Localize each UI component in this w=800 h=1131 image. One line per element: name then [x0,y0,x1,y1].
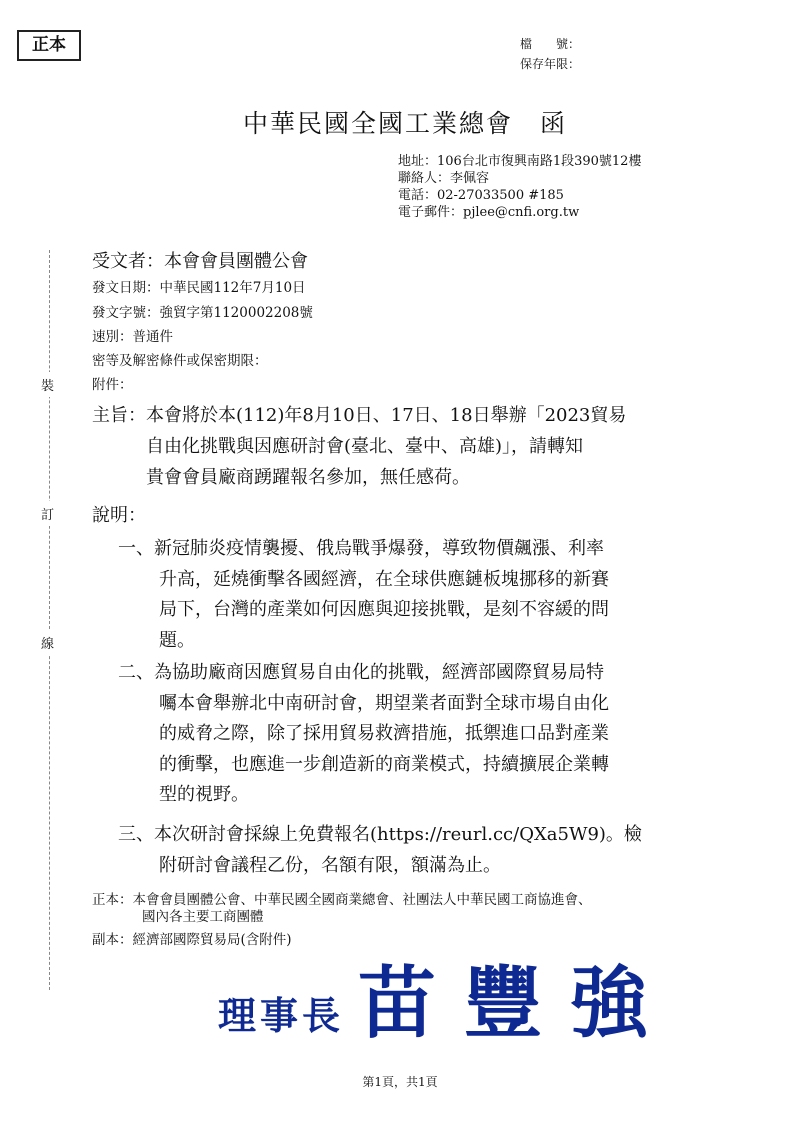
item-line: 題。 [159,629,195,651]
subject-line: 主旨：本會將於本(112)年8月10日、17日、18日舉辦「2023貿易 [92,405,627,426]
signature-name: 苗豐強 [358,959,677,1049]
file-number-label: 檔 號： [520,37,581,51]
signature-title: 理事長 [218,994,345,1038]
explanation-item-3 [118,820,642,881]
item-line: 附研討會議程乙份，名額有限，額滿為止。 [159,854,501,876]
original-recipients-line: 國內各主要工商團體 [142,909,264,925]
copy-recipients: 副本：經濟部國際貿易局(含附件) [92,932,292,948]
item-line: 升高，延燒衝擊各國經濟，在全球供應鏈板塊挪移的新賽 [159,568,609,590]
page-footer: 第1頁，共1頁 [362,1075,438,1089]
item-line: 型的視野。 [159,784,249,805]
item-line: 的衝擊，也應進一步創造新的商業模式，持續擴展企業轉 [159,753,609,775]
item-line: 一、新冠肺炎疫情襲擾、俄烏戰爭爆發，導致物價飆漲、利率 [118,538,604,559]
original-recipients-line: 正本：本會會員團體公會、中華民國全國商業總會、社團法人中華民國工商協進會、 [92,892,592,908]
binding-mark-xian: 線 [41,630,54,655]
contact-email: 電子郵件：pjlee@cnfi.org.tw [398,205,580,220]
binding-mark-zhuang: 裝 [41,372,54,397]
chairman-signature [218,950,676,1050]
subject-line: 貴會會員廠商踴躍報名參加，無任感荷。 [146,467,470,488]
explanation-item-2 [118,658,609,811]
original-recipients [92,892,592,926]
attachment-label: 附件： [92,377,133,393]
document-title: 中華民國全國工業總會 函 [243,109,568,138]
recipient-line: 受文者：本會會員團體公會 [92,251,308,272]
document-number: 發文字號：強貿字第1120002208號 [92,305,313,321]
item-line: 二、為協助廠商因應貿易自由化的挑戰，經濟部國際貿易局特 [118,662,604,683]
contact-address: 地址：106台北市復興南路1段390號12樓 [398,154,642,169]
item-line: 三、本次研討會採線上免費報名(https://reurl.cc/QXa5W9)。檢 [118,824,642,845]
binding-line [49,250,50,990]
retention-period-label: 保存年限： [520,57,581,71]
item-line: 局下，台灣的產業如何因應與迎接挑戰，是刻不容緩的問 [159,599,609,620]
delivery-speed: 速別：普通件 [92,329,173,345]
contact-person: 聯絡人：李佩容 [398,171,490,186]
subject-line: 自由化挑戰與因應研討會(臺北、臺中、高雄)」，請轉知 [146,436,584,457]
item-line: 的威脅之際，除了採用貿易救濟措施，抵禦進口品對產業 [159,723,609,744]
explanation-item-1 [118,534,609,656]
explanation-label: 說明： [92,505,146,526]
contact-block [398,153,641,221]
item-line: 囑本會舉辦北中南研討會，期望業者面對全球市場自由化 [159,692,609,714]
issue-date: 發文日期：中華民國112年7月10日 [92,280,306,296]
original-copy-stamp: 正本 [17,30,81,61]
subject-block [92,400,626,493]
contact-phone: 電話：02-27033500 #185 [398,188,564,203]
binding-mark-ding: 訂 [41,501,54,526]
security-level: 密等及解密條件或保密期限： [92,353,268,369]
